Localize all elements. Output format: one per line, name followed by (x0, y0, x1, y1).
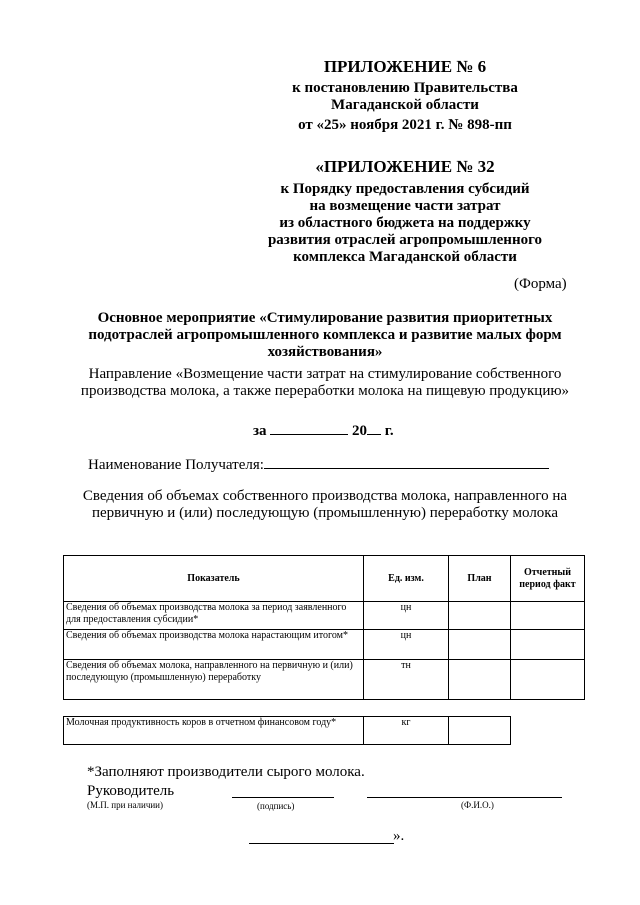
row-indicator: Сведения об объемах производства молока нарастающим итогом* (64, 630, 364, 660)
date-line[interactable] (249, 843, 394, 844)
year-blank[interactable] (367, 421, 381, 435)
table-row (64, 717, 511, 745)
stamp-label: (М.П. при наличии) (87, 800, 163, 810)
direction-text: Направление «Возмещение части затрат на стимулирование собственного производства молока, а также переработки молока на пищевую продукцию» (80, 366, 570, 399)
form-label: (Форма) (514, 276, 567, 292)
appendix-32-description (255, 181, 555, 266)
appendix-line: к Порядку предоставления субсидий (280, 181, 530, 197)
period-year: 20 (352, 423, 368, 439)
appendix-line: из областного бюджета на поддержку (279, 215, 531, 231)
header-plan: План (449, 556, 511, 602)
row-fact-cell[interactable] (511, 660, 585, 700)
appendix-line: на возмещение части затрат (309, 198, 501, 214)
row-fact-cell[interactable] (511, 602, 585, 630)
fio-label: (Ф.И.О.) (461, 800, 494, 810)
fio-line[interactable] (367, 797, 562, 798)
recipient-label: Наименование Получателя: (88, 457, 264, 473)
recipient-blank[interactable] (264, 454, 549, 469)
row-unit: кг (364, 717, 449, 745)
resolution-date: от «25» ноября 2021 г. № 898-пп (298, 117, 512, 133)
appendix-32-title: «ПРИЛОЖЕНИЕ № 32 (315, 157, 495, 176)
period-prefix: за (253, 423, 267, 439)
signature-line[interactable] (232, 797, 334, 798)
appendix-6-title: ПРИЛОЖЕНИЕ № 6 (323, 57, 487, 76)
header-fact: Отчетный период факт (511, 556, 585, 602)
appendix-line: развития отраслей агропромышленного (267, 232, 543, 248)
signature-role: Руководитель (87, 783, 175, 799)
closing-quote: ». (393, 828, 405, 844)
productivity-table (63, 716, 511, 745)
signature-label: (подпись) (257, 801, 295, 811)
resolution-line-2: Магаданской области (331, 97, 479, 113)
footnote: *Заполняют производители сырого молока. (87, 764, 365, 780)
row-plan-cell[interactable] (449, 630, 511, 660)
recipient-line (88, 454, 549, 474)
resolution-line-1: к постановлению Правительства (292, 80, 518, 96)
row-indicator: Молочная продуктивность коров в отчетном финансовом году* (64, 717, 364, 745)
row-unit: цн (364, 602, 449, 630)
row-indicator: Сведения об объемах молока, направленного на первичную и (или) последующую (промышленную) переработку (64, 660, 364, 700)
appendix-line: комплекса Магаданской области (293, 249, 517, 265)
header-unit: Ед. изм. (364, 556, 449, 602)
table-row (64, 602, 585, 630)
row-plan-cell[interactable] (449, 660, 511, 700)
row-unit: тн (364, 660, 449, 700)
period-blank[interactable] (270, 421, 348, 435)
section-title: Сведения об объемах собственного производства молока, направленного на первичную и (или) последующую (промышленную) переработку молока (82, 488, 568, 521)
row-plan-cell[interactable] (449, 602, 511, 630)
row-indicator: Сведения об объемах производства молока за период заявленного для предоставления субсидии* (64, 602, 364, 630)
row-fact-cell[interactable] (511, 630, 585, 660)
row-value-cell[interactable] (449, 717, 511, 745)
row-unit: цн (364, 630, 449, 660)
header-indicator: Показатель (64, 556, 364, 602)
indicators-table (63, 555, 585, 700)
period-suffix: г. (384, 423, 394, 439)
table-row (64, 630, 585, 660)
table-row (64, 660, 585, 700)
period-line (253, 421, 394, 440)
main-event-title: Основное мероприятие «Стимулирование развития приоритетных подотраслей агропромышленного комплекса и развитие малых форм хозяйствования» (88, 310, 562, 360)
